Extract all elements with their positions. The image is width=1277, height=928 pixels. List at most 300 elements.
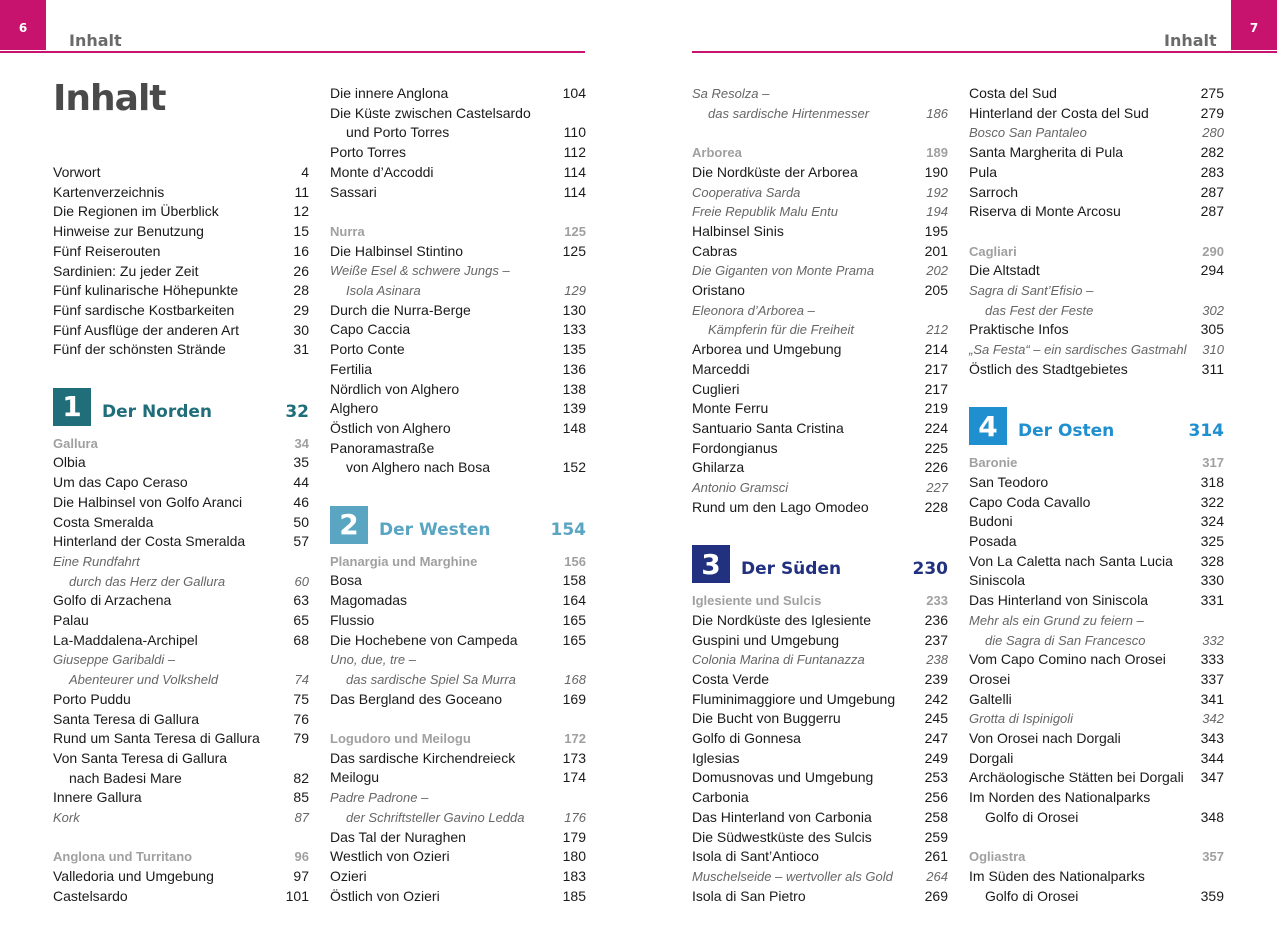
toc-entry[interactable]	[53, 202, 309, 222]
toc-entry[interactable]	[330, 163, 586, 183]
toc-entry[interactable]	[330, 419, 586, 439]
toc-entry[interactable]	[53, 262, 309, 282]
entry-page-number: 311	[1201, 360, 1224, 377]
section-heading[interactable]	[53, 388, 309, 426]
entry-page-number: 359	[1200, 887, 1224, 904]
toc-entry[interactable]	[969, 493, 1224, 513]
toc-entry[interactable]	[692, 631, 948, 651]
toc-entry[interactable]	[330, 828, 586, 848]
page-number-left: 6	[0, 0, 46, 50]
entry-title: Fünf Reiserouten	[53, 242, 161, 259]
toc-entry[interactable]	[330, 340, 586, 360]
entry-title: Fordongianus	[692, 439, 778, 456]
toc-entry[interactable]	[53, 710, 309, 730]
entry-page-number: 224	[924, 419, 948, 436]
toc-entry[interactable]	[692, 808, 948, 828]
toc-entry[interactable]	[330, 768, 586, 788]
entry-page-number: 283	[1200, 163, 1224, 180]
toc-entry[interactable]	[692, 222, 948, 242]
toc-entry[interactable]	[53, 281, 309, 301]
entry-page-number: 138	[562, 380, 586, 397]
entry-page-number: 239	[924, 670, 948, 687]
toc-entry[interactable]	[53, 493, 309, 513]
spacer	[330, 202, 586, 222]
entry-page-number: 31	[293, 341, 309, 358]
toc-entry[interactable]	[330, 320, 586, 340]
entry-page-number: 57	[293, 533, 309, 550]
entry-page-number: 129	[564, 283, 586, 299]
entry-page-number: 180	[562, 848, 586, 865]
section-heading[interactable]	[330, 506, 586, 544]
toc-feature-entry[interactable]	[330, 670, 586, 690]
entry-page-number: 190	[924, 163, 948, 180]
toc-entry[interactable]	[53, 887, 309, 907]
toc-region-heading[interactable]	[330, 222, 586, 242]
toc-entry[interactable]	[330, 360, 586, 380]
toc-feature-entry[interactable]	[692, 650, 948, 670]
toc-entry[interactable]	[330, 143, 586, 163]
entry-title: Fünf sardische Kostbarkeiten	[53, 301, 235, 318]
entry-title: Muschelseide – wertvoller als Gold	[692, 868, 893, 884]
entry-page-number: 328	[1200, 552, 1224, 569]
section-title[interactable]: Der Westen	[379, 519, 491, 540]
toc-region-heading[interactable]	[692, 591, 948, 611]
entry-title: Fünf kulinarische Höhepunkte	[53, 282, 239, 299]
entry-page-number: 294	[1200, 262, 1224, 279]
entry-page-number: 68	[293, 631, 309, 648]
entry-title: Abenteurer und Volksheld	[69, 672, 219, 688]
toc-feature-entry[interactable]	[969, 123, 1224, 143]
entry-page-number: 217	[924, 360, 948, 377]
section-heading[interactable]	[692, 545, 948, 583]
toc-entry[interactable]	[53, 301, 309, 321]
toc-entry[interactable]	[969, 473, 1224, 493]
spacer	[330, 478, 586, 498]
toc-entry[interactable]	[969, 788, 1224, 808]
section-number-box: 2	[330, 506, 368, 544]
toc-entry[interactable]	[53, 513, 309, 533]
toc-feature-entry[interactable]	[53, 572, 309, 592]
toc-region-heading[interactable]	[53, 434, 309, 454]
entry-title: Santuario Santa Cristina	[692, 419, 844, 436]
toc-entry[interactable]	[53, 222, 309, 242]
entry-page-number: 280	[1202, 125, 1224, 141]
toc-entry[interactable]	[969, 887, 1224, 907]
toc-entry[interactable]	[53, 163, 309, 183]
section-page-number: 154	[550, 519, 586, 540]
entry-page-number: 156	[564, 553, 586, 569]
entry-title: Halbinsel Sinis	[692, 222, 784, 239]
toc-feature-entry[interactable]	[969, 631, 1224, 651]
toc-entry[interactable]	[969, 552, 1224, 572]
toc-entry[interactable]	[692, 399, 948, 419]
entry-title: Isola di San Pietro	[692, 887, 806, 904]
entry-page-number: 165	[562, 611, 586, 628]
entry-title: Carbonia	[692, 789, 749, 806]
toc-feature-entry[interactable]	[692, 478, 948, 498]
toc-entry[interactable]	[969, 532, 1224, 552]
entry-page-number: 79	[293, 730, 309, 747]
entry-page-number: 179	[562, 828, 586, 845]
entry-title: Porto Torres	[330, 144, 406, 161]
page-number-right: 7	[1231, 0, 1277, 50]
entry-page-number: 226	[924, 459, 948, 476]
spacer	[969, 380, 1224, 400]
toc-entry[interactable]	[692, 419, 948, 439]
toc-entry[interactable]	[969, 808, 1224, 828]
toc-region-heading[interactable]	[969, 453, 1224, 473]
entry-title: Anglona und Turritano	[53, 849, 193, 865]
toc-feature-entry[interactable]	[53, 552, 309, 572]
toc-entry[interactable]	[969, 84, 1224, 104]
toc-entry[interactable]	[330, 749, 586, 769]
entry-title: Die Regionen im Überblick	[53, 203, 219, 220]
toc-entry[interactable]	[969, 202, 1224, 222]
entry-title: Capo Coda Cavallo	[969, 493, 1091, 510]
section-title[interactable]: Der Süden	[741, 559, 842, 580]
toc-feature-entry[interactable]	[330, 281, 586, 301]
toc-entry[interactable]	[969, 320, 1224, 340]
toc-entry[interactable]	[330, 183, 586, 203]
toc-entry[interactable]	[53, 867, 309, 887]
entry-page-number: 148	[562, 419, 586, 436]
entry-page-number: 65	[293, 612, 309, 629]
toc-entry[interactable]	[330, 84, 586, 104]
entry-page-number: 101	[285, 887, 309, 904]
toc-entry[interactable]	[330, 847, 586, 867]
entry-page-number: 261	[924, 848, 948, 865]
entry-title: von Alghero nach Bosa	[346, 459, 490, 476]
entry-page-number: 12	[293, 203, 309, 220]
entry-title: Mehr als ein Grund zu feiern –	[969, 612, 1144, 628]
toc-entry[interactable]	[53, 591, 309, 611]
toc-entry[interactable]	[692, 498, 948, 518]
toc-entry[interactable]	[330, 887, 586, 907]
entry-title: Galtelli	[969, 690, 1012, 707]
toc-entry[interactable]	[53, 321, 309, 341]
entry-title: Vorwort	[53, 164, 101, 180]
toc-entry[interactable]	[330, 690, 586, 710]
toc-feature-entry[interactable]	[969, 611, 1224, 631]
toc-feature-entry[interactable]	[692, 320, 948, 340]
toc-feature-entry[interactable]	[969, 709, 1224, 729]
entry-page-number: 287	[1200, 183, 1224, 200]
toc-entry[interactable]	[692, 847, 948, 867]
toc-entry[interactable]	[330, 571, 586, 591]
entry-page-number: 28	[293, 282, 309, 299]
entry-page-number: 46	[293, 493, 309, 510]
toc-entry[interactable]	[969, 729, 1224, 749]
entry-page-number: 317	[1202, 455, 1224, 471]
toc-feature-entry[interactable]	[969, 340, 1224, 360]
toc-entry[interactable]	[969, 650, 1224, 670]
toc-entry[interactable]	[692, 670, 948, 690]
entry-title: „Sa Festa“ – ein sardisches Gastmahl	[969, 342, 1187, 358]
toc-feature-entry[interactable]	[330, 261, 586, 281]
toc-entry[interactable]	[692, 887, 948, 907]
toc-entry[interactable]	[692, 729, 948, 749]
toc-region-heading[interactable]	[53, 847, 309, 867]
toc-entry[interactable]	[692, 439, 948, 459]
toc-entry[interactable]	[53, 611, 309, 631]
entry-page-number: 214	[924, 341, 948, 358]
spacer	[53, 828, 309, 848]
toc-entry[interactable]	[969, 163, 1224, 183]
toc-entry[interactable]	[53, 473, 309, 493]
entry-title: Alghero	[330, 400, 379, 417]
entry-title: Golfo di Arzachena	[53, 592, 172, 609]
entry-page-number: 114	[563, 183, 586, 200]
toc-feature-entry[interactable]	[969, 281, 1224, 301]
toc-entry[interactable]	[969, 104, 1224, 124]
toc-entry[interactable]	[692, 360, 948, 380]
toc-entry[interactable]	[692, 788, 948, 808]
entry-page-number: 242	[924, 690, 948, 707]
toc-feature-entry[interactable]	[692, 261, 948, 281]
spacer	[969, 222, 1224, 242]
toc-entry[interactable]	[53, 749, 309, 769]
entry-page-number: 347	[1200, 769, 1224, 786]
page-title: Inhalt	[53, 78, 166, 119]
toc-entry[interactable]	[969, 768, 1224, 788]
toc-entry[interactable]	[969, 571, 1224, 591]
toc-feature-entry[interactable]	[330, 808, 586, 828]
entry-title: Das Tal der Nuraghen	[330, 828, 466, 845]
entry-title: Antonio Gramsci	[692, 480, 789, 496]
entry-title: Santa Margherita di Pula	[969, 144, 1124, 161]
toc-entry[interactable]	[692, 690, 948, 710]
toc-entry[interactable]	[53, 340, 309, 360]
entry-page-number: 225	[924, 439, 948, 456]
toc-entry[interactable]	[969, 867, 1224, 887]
entry-page-number: 233	[926, 593, 948, 609]
toc-entry[interactable]	[969, 591, 1224, 611]
spacer	[969, 828, 1224, 848]
entry-title: Kork	[53, 810, 80, 826]
toc-entry[interactable]	[53, 729, 309, 749]
entry-page-number: 34	[294, 435, 309, 451]
entry-page-number: 333	[1200, 651, 1224, 668]
entry-page-number: 228	[924, 498, 948, 515]
toc-feature-entry[interactable]	[692, 84, 948, 104]
entry-page-number: 330	[1200, 572, 1224, 589]
toc-entry[interactable]	[330, 123, 586, 143]
toc-entry[interactable]	[692, 380, 948, 400]
toc-entry[interactable]	[53, 769, 309, 789]
toc-entry[interactable]	[330, 631, 586, 651]
entry-page-number: 287	[1200, 203, 1224, 220]
toc-entry[interactable]	[330, 104, 586, 124]
toc-entry[interactable]	[330, 242, 586, 262]
entry-title: Siniscola	[969, 572, 1026, 589]
toc-entry[interactable]	[692, 611, 948, 631]
entry-page-number: 344	[1200, 749, 1224, 766]
toc-entry[interactable]	[53, 631, 309, 651]
entry-page-number: 63	[293, 592, 309, 609]
entry-title: Grotta di Ispinigoli	[969, 711, 1074, 727]
toc-region-heading[interactable]	[969, 847, 1224, 867]
entry-title: Baronie	[969, 455, 1018, 471]
entry-page-number: 136	[562, 360, 586, 377]
entry-title: Magomadas	[330, 592, 408, 609]
entry-title: Das sardische Kirchendreieck	[330, 749, 516, 766]
toc-entry[interactable]	[969, 512, 1224, 532]
entry-page-number: 16	[293, 242, 309, 259]
toc-feature-entry[interactable]	[692, 301, 948, 321]
entry-title: Weiße Esel & schwere Jungs –	[330, 263, 510, 279]
entry-title: Dorgali	[969, 749, 1014, 766]
toc-entry[interactable]	[692, 340, 948, 360]
toc-entry[interactable]	[53, 788, 309, 808]
entry-title: Die Giganten von Monte Prama	[692, 263, 875, 279]
toc-column-1	[53, 163, 309, 907]
entry-page-number: 186	[926, 105, 948, 121]
toc-region-heading[interactable]	[330, 552, 586, 572]
entry-title: Praktische Infos	[969, 321, 1069, 338]
entry-title: Durch die Nurra-Berge	[330, 301, 471, 318]
entry-title: Östlich des Stadtgebietes	[969, 360, 1128, 377]
toc-feature-entry[interactable]	[53, 650, 309, 670]
toc-region-heading[interactable]	[969, 242, 1224, 262]
entry-title: Valledoria und Umgebung	[53, 868, 214, 885]
entry-title: und Porto Torres	[346, 124, 450, 141]
toc-entry[interactable]	[969, 360, 1224, 380]
toc-entry[interactable]	[330, 439, 586, 459]
running-head-right: Inhalt	[1164, 31, 1217, 50]
entry-title: Fünf Ausflüge der anderen Art	[53, 321, 240, 338]
entry-page-number: 282	[1200, 144, 1224, 161]
entry-title: Die Bucht von Buggerru	[692, 710, 841, 727]
entry-title: Meilogu	[330, 769, 380, 786]
toc-entry[interactable]	[969, 183, 1224, 203]
toc-feature-entry[interactable]	[53, 808, 309, 828]
toc-entry[interactable]	[330, 301, 586, 321]
toc-entry[interactable]	[692, 768, 948, 788]
toc-entry[interactable]	[53, 532, 309, 552]
entry-title: Eleonora d’Arborea –	[692, 302, 815, 318]
toc-feature-entry[interactable]	[969, 301, 1224, 321]
entry-title: La-Maddalena-Archipel	[53, 631, 198, 648]
toc-column-3	[692, 84, 948, 906]
toc-region-heading[interactable]	[692, 143, 948, 163]
entry-title: Hinterland der Costa Smeralda	[53, 533, 246, 550]
entry-page-number: 164	[562, 592, 586, 609]
entry-title: die Sagra di San Francesco	[985, 632, 1146, 648]
entry-title: Castelsardo	[53, 887, 128, 904]
toc-entry[interactable]	[330, 867, 586, 887]
section-heading[interactable]	[969, 407, 1224, 445]
entry-title: Flussio	[330, 611, 375, 628]
toc-entry[interactable]	[692, 281, 948, 301]
section-number-box: 3	[692, 545, 730, 583]
entry-page-number: 341	[1200, 690, 1224, 707]
toc-feature-entry[interactable]	[692, 183, 948, 203]
entry-title: Isola di Sant’Antioco	[692, 848, 819, 865]
entry-page-number: 269	[924, 887, 948, 904]
entry-page-number: 325	[1200, 533, 1224, 550]
toc-entry[interactable]	[969, 690, 1224, 710]
toc-entry[interactable]	[692, 242, 948, 262]
toc-entry[interactable]	[53, 690, 309, 710]
section-title[interactable]: Der Osten	[1018, 421, 1115, 442]
toc-entry[interactable]	[330, 458, 586, 478]
toc-entry[interactable]	[692, 458, 948, 478]
entry-title: Cooperativa Sarda	[692, 184, 801, 200]
toc-entry[interactable]	[692, 749, 948, 769]
toc-feature-entry[interactable]	[692, 867, 948, 887]
entry-title: Die Hochebene von Campeda	[330, 631, 518, 648]
entry-title: Monte Ferru	[692, 400, 769, 417]
entry-page-number: 114	[563, 163, 586, 180]
toc-entry[interactable]	[330, 611, 586, 631]
entry-page-number: 256	[924, 789, 948, 806]
toc-feature-entry[interactable]	[53, 670, 309, 690]
entry-title: Kartenverzeichnis	[53, 183, 165, 200]
entry-title: Die Küste zwischen Castelsardo	[330, 104, 531, 121]
entry-page-number: 158	[562, 572, 586, 589]
entry-title: Golfo di Orosei	[985, 808, 1079, 825]
entry-title: Die Nordküste der Arborea	[692, 163, 858, 180]
header-rule-right	[692, 51, 1277, 53]
header-rule-left	[0, 51, 585, 53]
entry-page-number: 290	[1202, 243, 1224, 259]
entry-title: Budoni	[969, 513, 1013, 530]
running-head-left: Inhalt	[69, 31, 122, 50]
toc-entry[interactable]	[330, 399, 586, 419]
toc-entry[interactable]	[969, 749, 1224, 769]
entry-title: Hinweise zur Benutzung	[53, 223, 204, 240]
toc-feature-entry[interactable]	[692, 104, 948, 124]
entry-title: Cagliari	[969, 243, 1017, 259]
toc-entry[interactable]	[692, 163, 948, 183]
toc-entry[interactable]	[969, 670, 1224, 690]
toc-feature-entry[interactable]	[330, 650, 586, 670]
entry-title: Iglesias	[692, 749, 740, 766]
toc-entry[interactable]	[692, 709, 948, 729]
entry-title: Die innere Anglona	[330, 85, 449, 101]
entry-page-number: 264	[926, 868, 948, 884]
entry-page-number: 337	[1200, 670, 1224, 687]
toc-entry[interactable]	[692, 828, 948, 848]
entry-title: Golfo di Orosei	[985, 887, 1079, 904]
toc-region-heading[interactable]	[330, 729, 586, 749]
toc-entry[interactable]	[330, 591, 586, 611]
toc-column-4	[969, 84, 1224, 906]
entry-title: Logudoro und Meilogu	[330, 731, 471, 747]
entry-page-number: 135	[562, 341, 586, 358]
entry-title: Palau	[53, 612, 89, 629]
section-title[interactable]: Der Norden	[102, 401, 213, 422]
toc-feature-entry[interactable]	[692, 202, 948, 222]
entry-page-number: 130	[562, 301, 586, 318]
toc-entry[interactable]	[969, 143, 1224, 163]
toc-feature-entry[interactable]	[330, 788, 586, 808]
toc-entry[interactable]	[969, 261, 1224, 281]
toc-entry[interactable]	[53, 453, 309, 473]
entry-page-number: 247	[924, 730, 948, 747]
entry-title: Costa Verde	[692, 670, 770, 687]
toc-entry[interactable]	[53, 183, 309, 203]
toc-entry[interactable]	[53, 242, 309, 262]
entry-title: Riserva di Monte Arcosu	[969, 203, 1121, 220]
entry-title: Hinterland der Costa del Sud	[969, 104, 1149, 121]
entry-page-number: 168	[564, 671, 586, 687]
entry-page-number: 279	[1200, 104, 1224, 121]
toc-entry[interactable]	[330, 380, 586, 400]
entry-page-number: 173	[562, 749, 586, 766]
entry-page-number: 133	[562, 321, 586, 338]
entry-title: Eine Rundfahrt	[53, 553, 140, 569]
